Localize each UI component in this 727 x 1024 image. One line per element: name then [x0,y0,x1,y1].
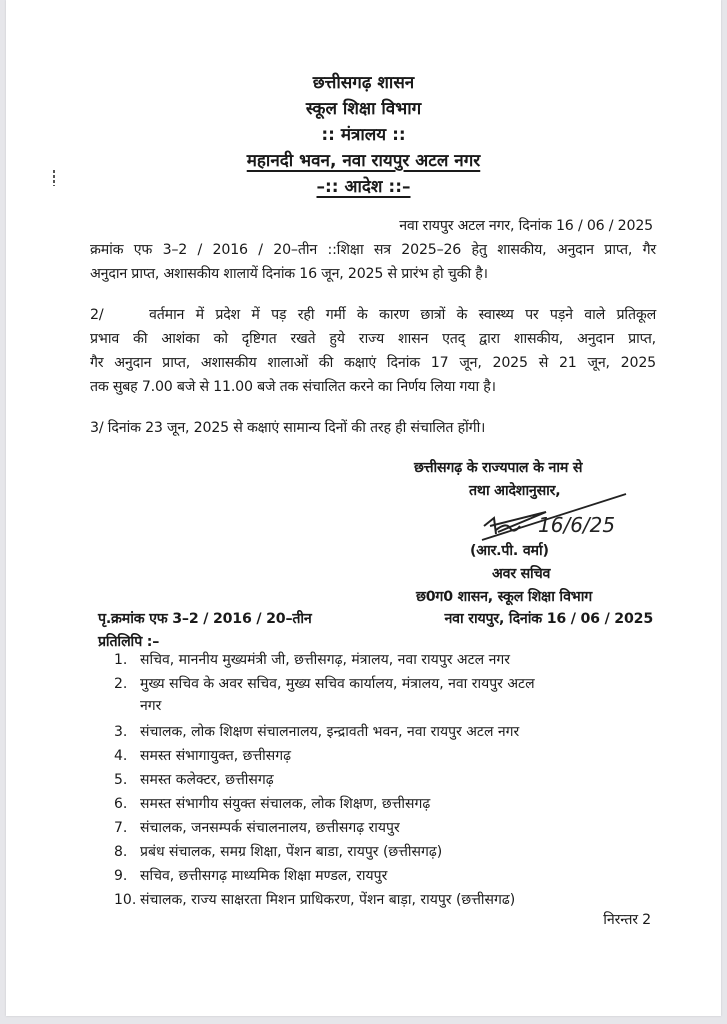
signature-authority: छत्तीसगढ़ के राज्यपाल के नाम से [414,460,583,476]
endorsement-place-date: नवा रायपुर, दिनांक 16 / 06 / 2025 [444,611,653,627]
copy-list-item: 4. समस्त संभागायुक्त, छत्तीसगढ़ [114,748,291,764]
copy-list-item: 10. संचालक, राज्य साक्षरता मिशन प्राधिकरण, पेंशन बाड़ा, रायपुर (छत्तीसगढ) [114,892,516,908]
para3: 3/ दिनांक 23 जून, 2025 से कक्षाएं सामान्य दिनों की तरह ही संचालित होंगी। [90,420,486,436]
continued-note: निरन्तर 2 [603,912,651,928]
para2-line2: प्रभाव की आशंका को दृष्टिगत रखते हुये राज्य शासन एतद् द्वारा शासकीय, अनुदान प्राप्त, [90,331,656,347]
header-address-text: महानदी भवन, नवा रायपुर अटल नगर [246,151,481,171]
para1-line1: क्रमांक एफ 3–2 / 2016 / 20–तीन ::शिक्षा सत्र 2025–26 हेतु शासकीय, अनुदान प्राप्त, गैर [90,242,656,258]
header-department: स्कूल शिक्षा विभाग [305,99,422,119]
endorsement-number: पृ.क्रमांक एफ 3–2 / 2016 / 20–तीन [98,611,312,627]
signatory-designation: अवर सचिव [492,566,551,582]
para1-line2: अनुदान प्राप्त, अशासकीय शालायें दिनांक 16 जून, 2025 से प्रारंभ हो चुकी है। [90,266,488,282]
header-address [6,148,721,171]
copy-list-item-continuation: नगर [140,698,162,714]
header-ministry: :: मंत्रालय :: [321,125,406,145]
copy-list-item: 5. समस्त कलेक्टर, छत्तीसगढ़ [114,772,274,788]
order-title-text: –:: आदेश ::– [316,177,411,197]
copy-label: प्रतिलिपि :– [98,634,160,650]
copy-list-item: 6. समस्त संभागीय संयुक्त संचालक, लोक शिक्षण, छत्तीसगढ़ [114,796,431,812]
copy-list-item: 2. मुख्य सचिव के अवर सचिव, मुख्य सचिव कार्यालय, मंत्रालय, नवा रायपुर अटल [114,676,535,692]
order-place-date: नवा रायपुर अटल नगर, दिनांक 16 / 06 / 2025 [399,218,653,234]
copy-list-item: 3. संचालक, लोक शिक्षण संचालनालय, इन्द्रावती भवन, नवा रायपुर अटल नगर [114,724,520,740]
signatory-department: छ0ग0 शासन, स्कूल शिक्षा विभाग [416,589,593,605]
para2-line1: 2/ वर्तमान में प्रदेश में पड़ रही गर्मी के कारण छात्रों के स्वास्थ्य पर पड़ने वाले प्रतिकूल [90,307,656,323]
header-order-title [6,174,721,197]
document-page [6,0,721,1016]
signature-order: तथा आदेशानुसार, [469,483,561,499]
copy-list-item: 8. प्रबंध संचालक, समग्र शिक्षा, पेंशन बाडा, रायपुर (छत्तीसगढ़) [114,844,443,860]
signature-date: 16/6/25 [538,513,616,537]
para2-line4: तक सुबह 7.00 बजे से 11.00 बजे तक संचालित करने का निर्णय लिया गया है। [90,379,496,395]
handwritten-signature-icon [476,488,636,548]
margin-mark [53,170,55,186]
copy-list-item: 7. संचालक, जनसम्पर्क संचालनालय, छत्तीसगढ़ रायपुर [114,820,400,836]
copy-list-item: 9. सचिव, छत्तीसगढ़ माध्यमिक शिक्षा मण्डल, रायपुर [114,868,388,884]
copy-list-item: 1. सचिव, माननीय मुख्यमंत्री जी, छत्तीसगढ़, मंत्रालय, नवा रायपुर अटल नगर [114,652,510,668]
signatory-name: (आर.पी. वर्मा) [470,543,549,559]
para2-line3: गैर अनुदान प्राप्त, अशासकीय शालाओं की कक्षाएं दिनांक 17 जून, 2025 से 21 जून, 2025 [90,355,656,371]
header-government: छत्तीसगढ़ शासन [312,73,415,93]
